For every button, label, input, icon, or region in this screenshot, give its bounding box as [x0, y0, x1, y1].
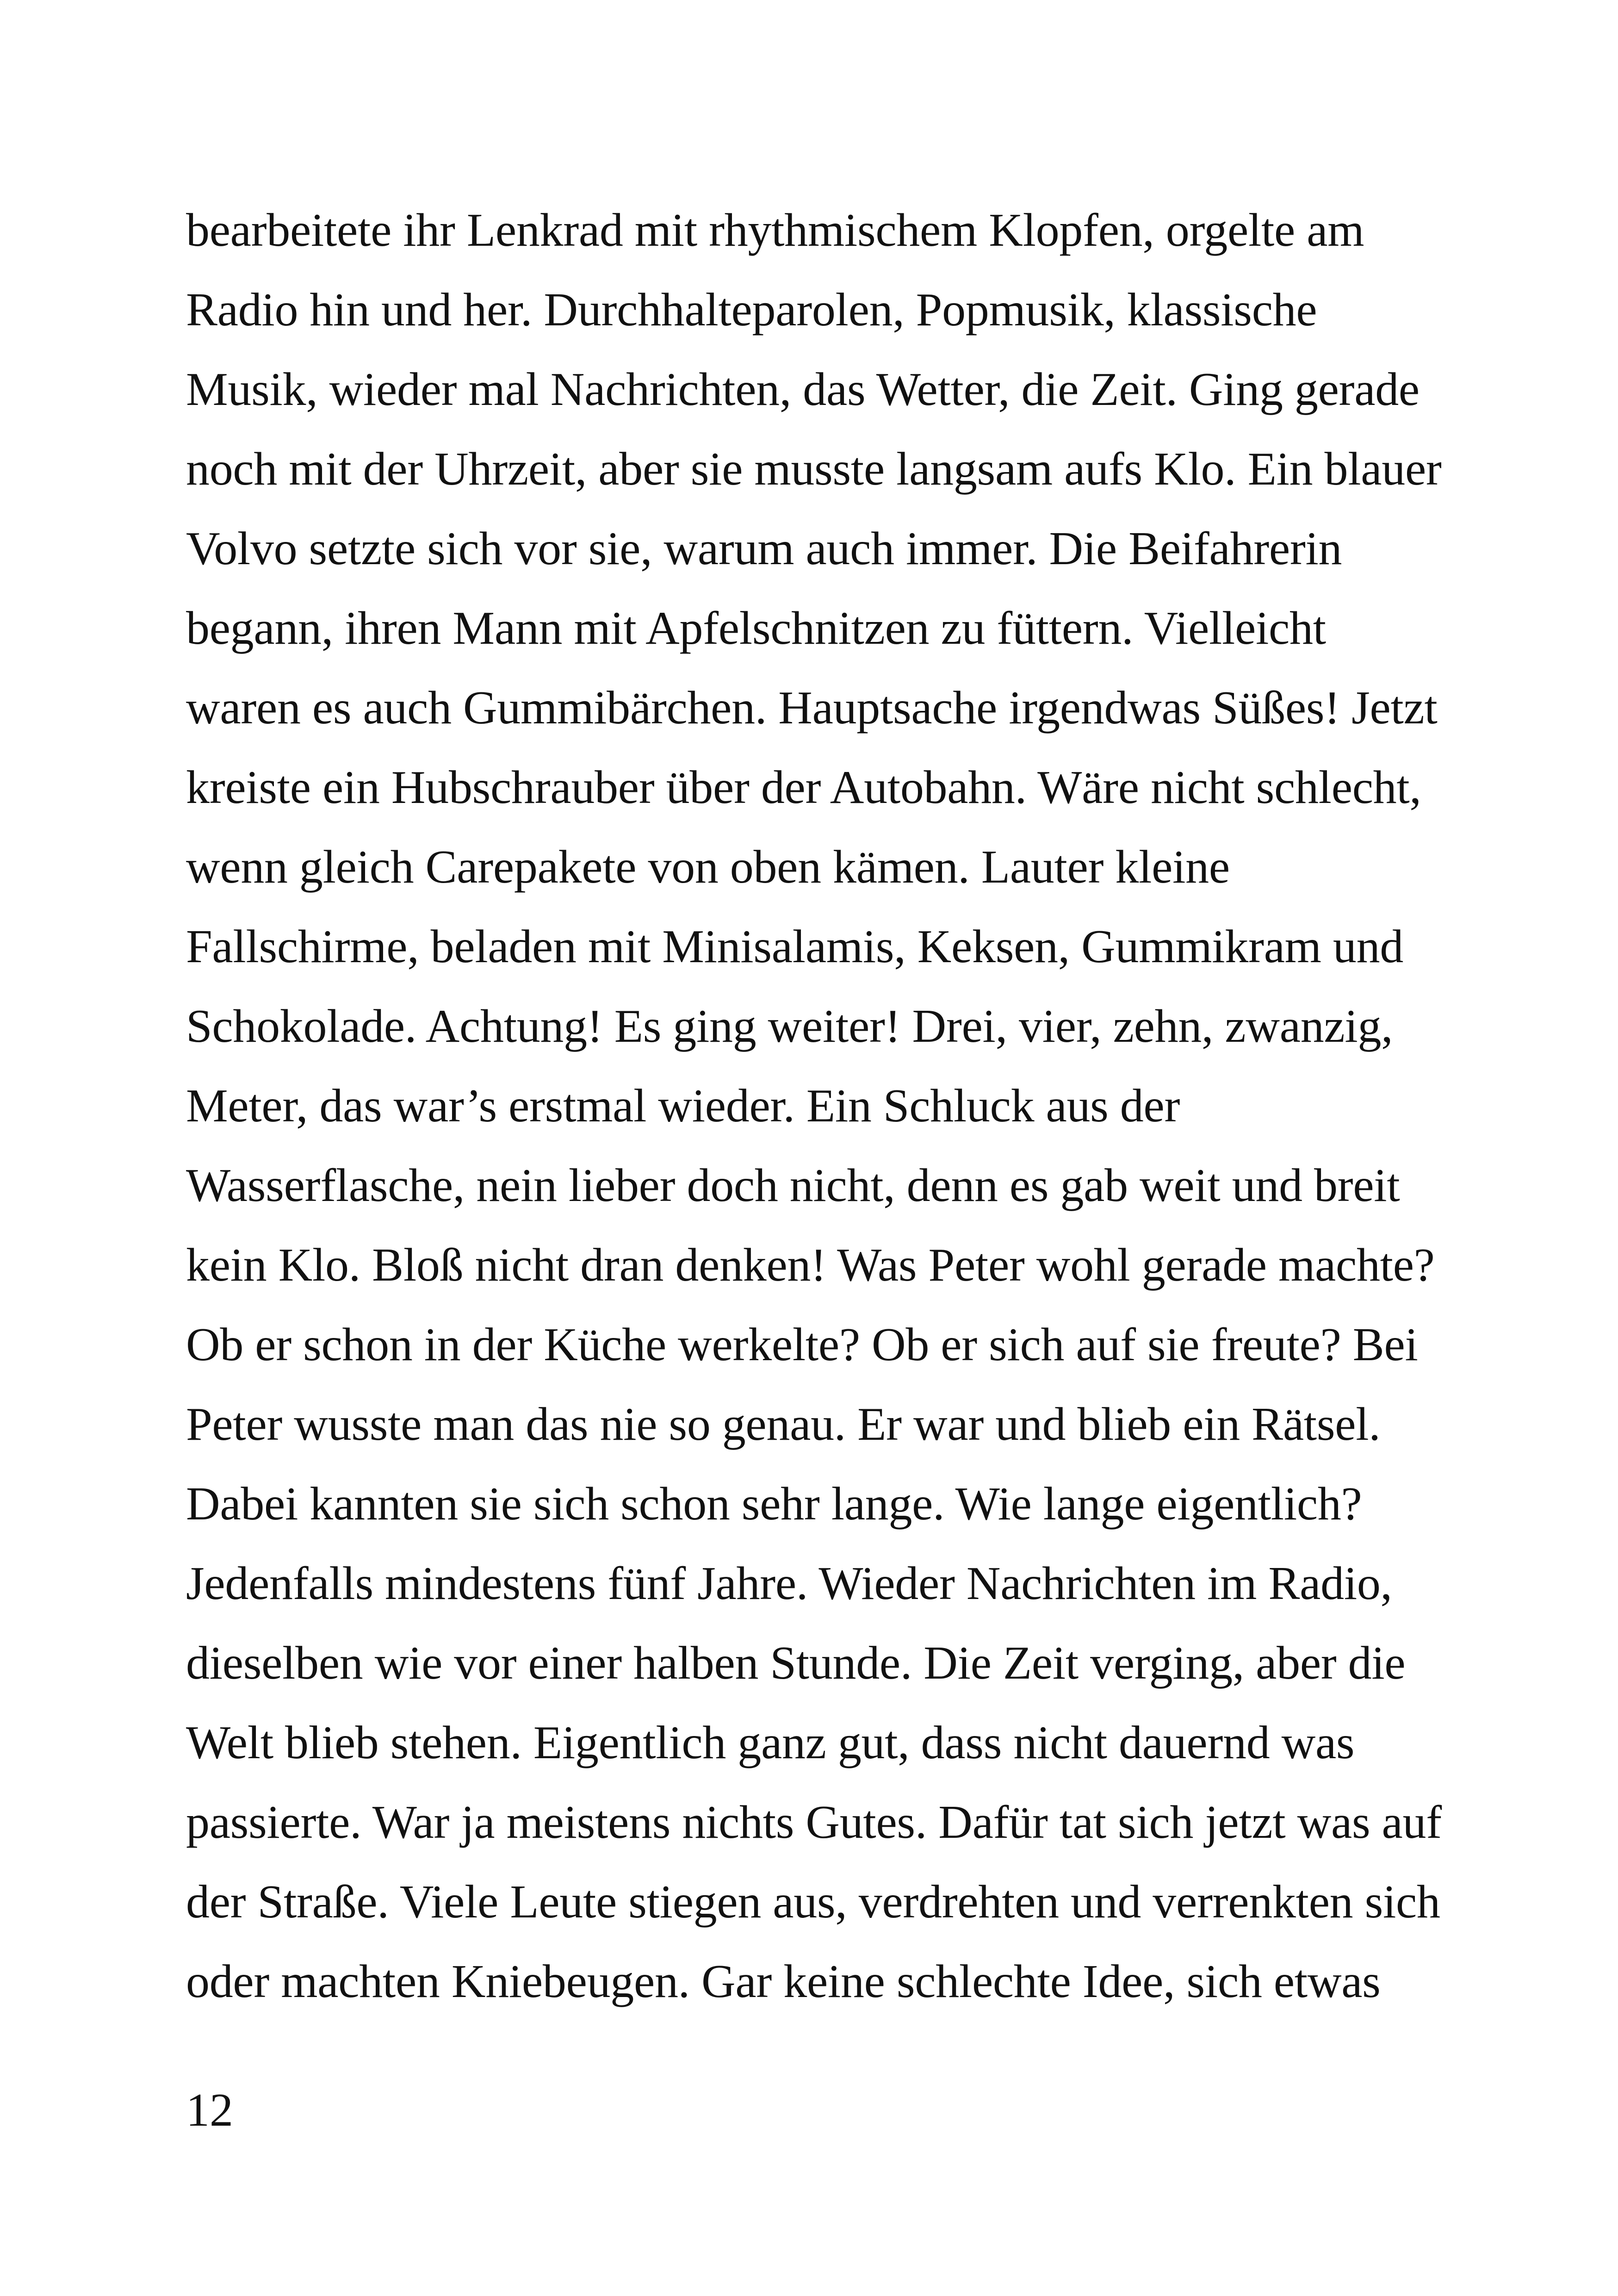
- text-line-13: Wasserflasche, nein lieber doch nicht, denn es gab weit und breit: [186, 1159, 1400, 1212]
- text-line-20: Welt blieb stehen. Eigentlich ganz gut, dass nicht dauernd was: [186, 1717, 1355, 1769]
- text-line-14: kein Klo. Bloß nicht dran denken! Was Peter wohl gerade machte?: [186, 1239, 1435, 1291]
- text-line-16: Peter wusste man das nie so genau. Er war und blieb ein Rätsel.: [186, 1398, 1381, 1450]
- text-line-5: Volvo setzte sich vor sie, warum auch immer. Die Beifahrerin: [186, 523, 1342, 575]
- text-line-10: Fallschirme, beladen mit Minisalamis, Keksen, Gummikram und: [186, 921, 1404, 973]
- text-line-6: begann, ihren Mann mit Apfelschnitzen zu füttern. Vielleicht: [186, 602, 1326, 654]
- text-line-7: waren es auch Gummibärchen. Hauptsache irgendwas Süßes! Jetzt: [186, 682, 1438, 734]
- text-line-3: Musik, wieder mal Nachrichten, das Wetter, die Zeit. Ging gerade: [186, 363, 1420, 416]
- text-line-9: wenn gleich Carepakete von oben kämen. Lauter kleine: [186, 841, 1230, 893]
- text-line-2: Radio hin und her. Durchhalteparolen, Popmusik, klassische: [186, 284, 1317, 336]
- text-line-21: passierte. War ja meistens nichts Gutes. Dafür tat sich jetzt was auf: [186, 1796, 1442, 1848]
- text-line-12: Meter, das war’s erstmal wieder. Ein Schluck aus der: [186, 1080, 1180, 1132]
- text-line-17: Dabei kannten sie sich schon sehr lange. Wie lange eigentlich?: [186, 1478, 1362, 1530]
- text-line-11: Schokolade. Achtung! Es ging weiter! Drei, vier, zehn, zwanzig,: [186, 1000, 1393, 1052]
- text-line-4: noch mit der Uhrzeit, aber sie musste langsam aufs Klo. Ein blauer: [186, 443, 1442, 495]
- text-line-19: dieselben wie vor einer halben Stunde. Die Zeit verging, aber die: [186, 1637, 1406, 1689]
- page-number: 12: [186, 2084, 233, 2136]
- text-line-1: bearbeitete ihr Lenkrad mit rhythmischem Klopfen, orgelte am: [186, 204, 1364, 256]
- text-line-18: Jedenfalls mindestens fünf Jahre. Wieder Nachrichten im Radio,: [186, 1557, 1392, 1610]
- text-line-15: Ob er schon in der Küche werkelte? Ob er sich auf sie freute? Bei: [186, 1319, 1418, 1371]
- body-text: [186, 191, 1463, 2022]
- text-line-23: oder machten Kniebeugen. Gar keine schlechte Idee, sich etwas: [186, 1955, 1381, 2008]
- text-line-22: der Straße. Viele Leute stiegen aus, verdrehten und verrenkten sich: [186, 1876, 1440, 1928]
- text-line-8: kreiste ein Hubschrauber über der Autobahn. Wäre nicht schlecht,: [186, 761, 1421, 814]
